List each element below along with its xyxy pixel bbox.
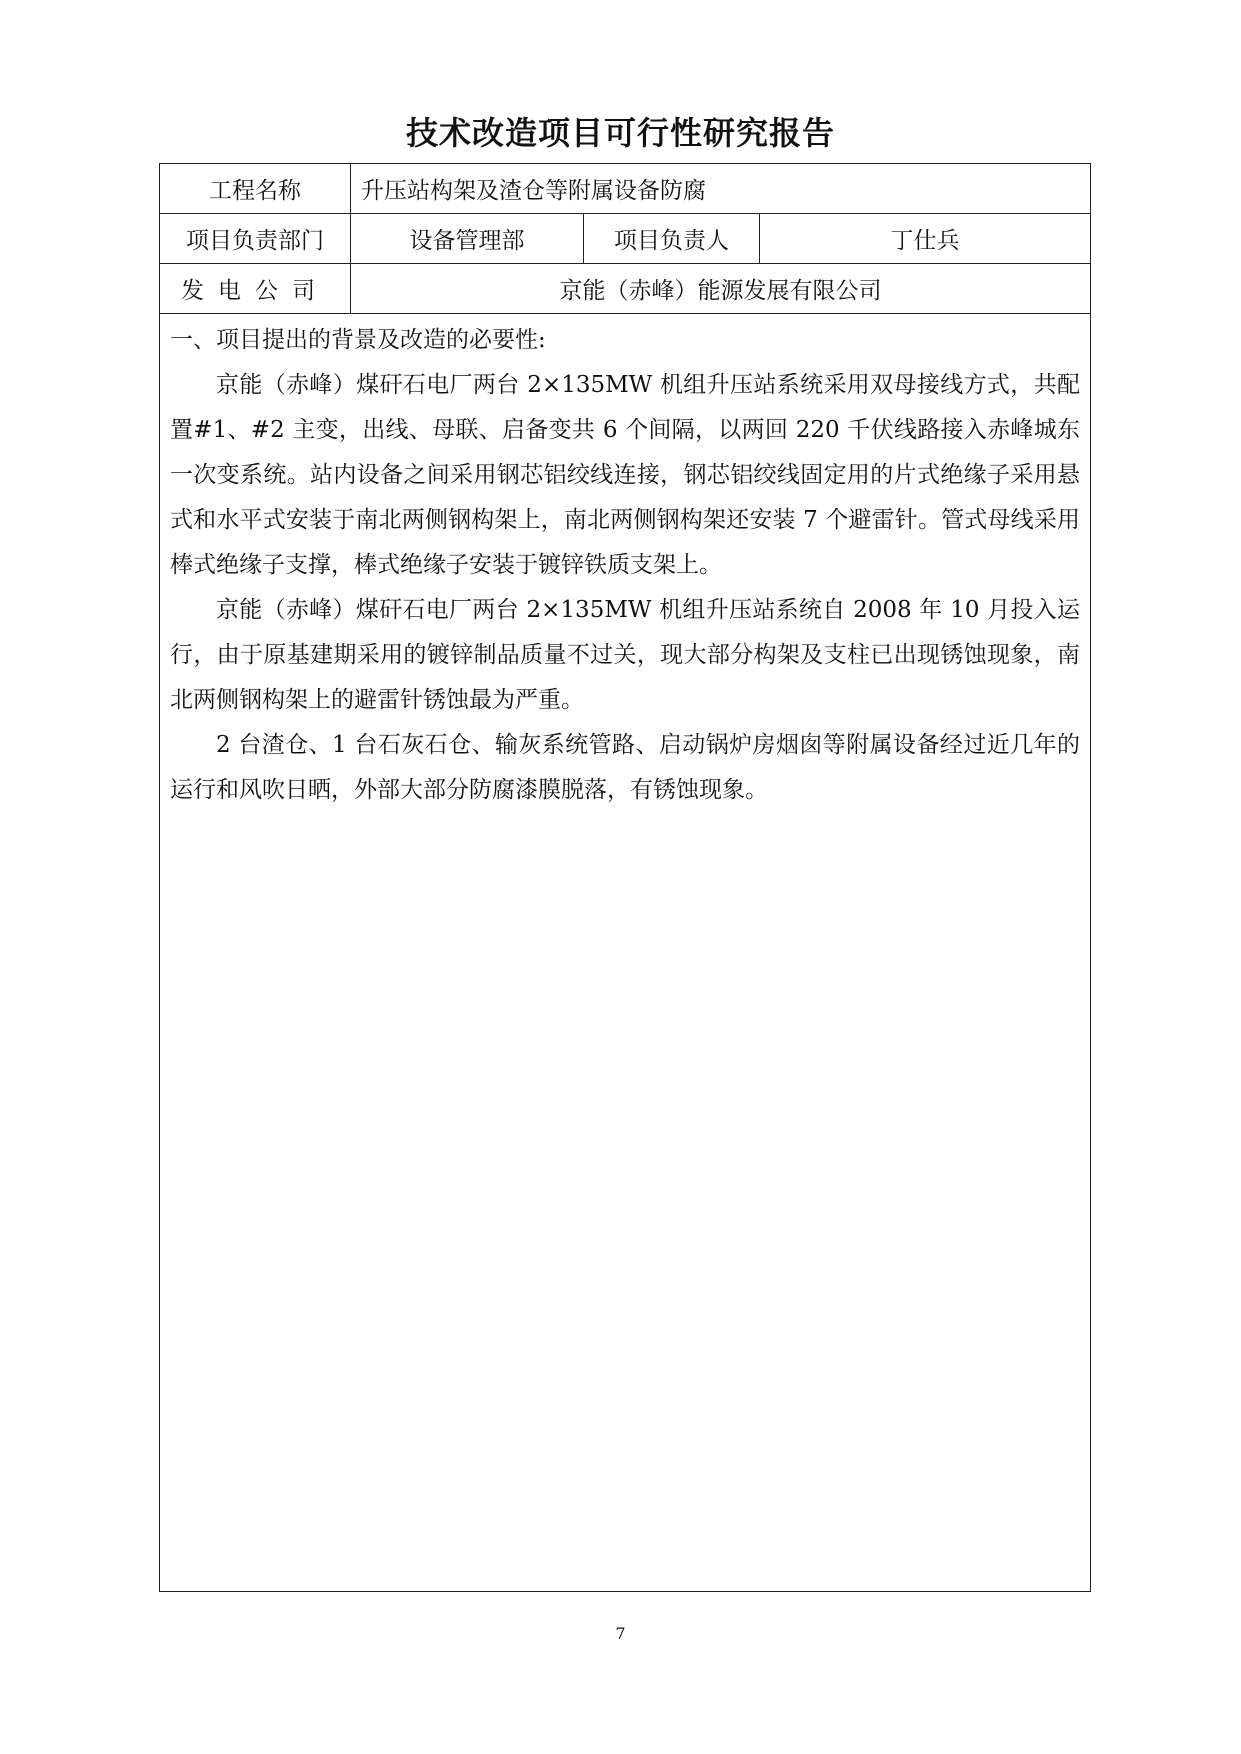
lead-value: 丁仕兵 <box>890 228 960 254</box>
paragraph: 2 台渣仓、1 台石灰石仓、输灰系统管路、启动锅炉房烟囱等附属设备经过近几年的运行和风吹日晒，外部大部分防腐漆膜脱落，有锈蚀现象。 <box>170 732 1080 803</box>
project-name-label: 工程名称 <box>160 164 351 213</box>
paragraph: 京能（赤峰）煤矸石电厂两台 2×135MW 机组升压站系统自 2008 年 10 月投入运行，由于原基建期采用的镀锌制品质量不过关，现大部分构架及支柱已出现锈蚀现象，南北两侧钢构架上的避雷针锈蚀最为严重。 <box>170 597 1080 713</box>
section-heading: 一、项目提出的背景及改造的必要性: <box>170 327 546 353</box>
dept-value: 设备管理部 <box>351 214 584 263</box>
feasibility-form <box>159 163 1091 1592</box>
company-value: 京能（赤峰）能源发展有限公司 <box>559 278 882 304</box>
section-background <box>170 318 1080 813</box>
report-title: 技术改造项目可行性研究报告 <box>405 114 835 152</box>
page-number: 7 <box>615 1624 626 1643</box>
company-label: 发电公司 <box>160 264 351 313</box>
project-name-row <box>160 164 1090 214</box>
paragraph: 京能（赤峰）煤矸石电厂两台 2×135MW 机组升压站系统采用双母接线方式，共配置#1、#2 主变，出线、母联、启备变共 6 个间隔，以两回 220 千伏线路接入赤峰城东一次变系统。站内设备之间采用钢芯铝绞线连接，钢芯铝绞线固定用的片式绝缘子采用悬式和水平式安装于南北两侧钢构架上，南北两侧钢构架还安装 7 个避雷针。管式母线采用棒式绝缘子支撑，棒式绝缘子安装于镀锌铁质支架上。 <box>170 372 1080 578</box>
department-row <box>160 214 1090 264</box>
dept-label: 项目负责部门 <box>160 214 351 263</box>
lead-label: 项目负责人 <box>584 214 760 263</box>
company-row <box>160 264 1090 314</box>
project-name-value: 升压站构架及渣仓等附属设备防腐 <box>361 178 706 204</box>
